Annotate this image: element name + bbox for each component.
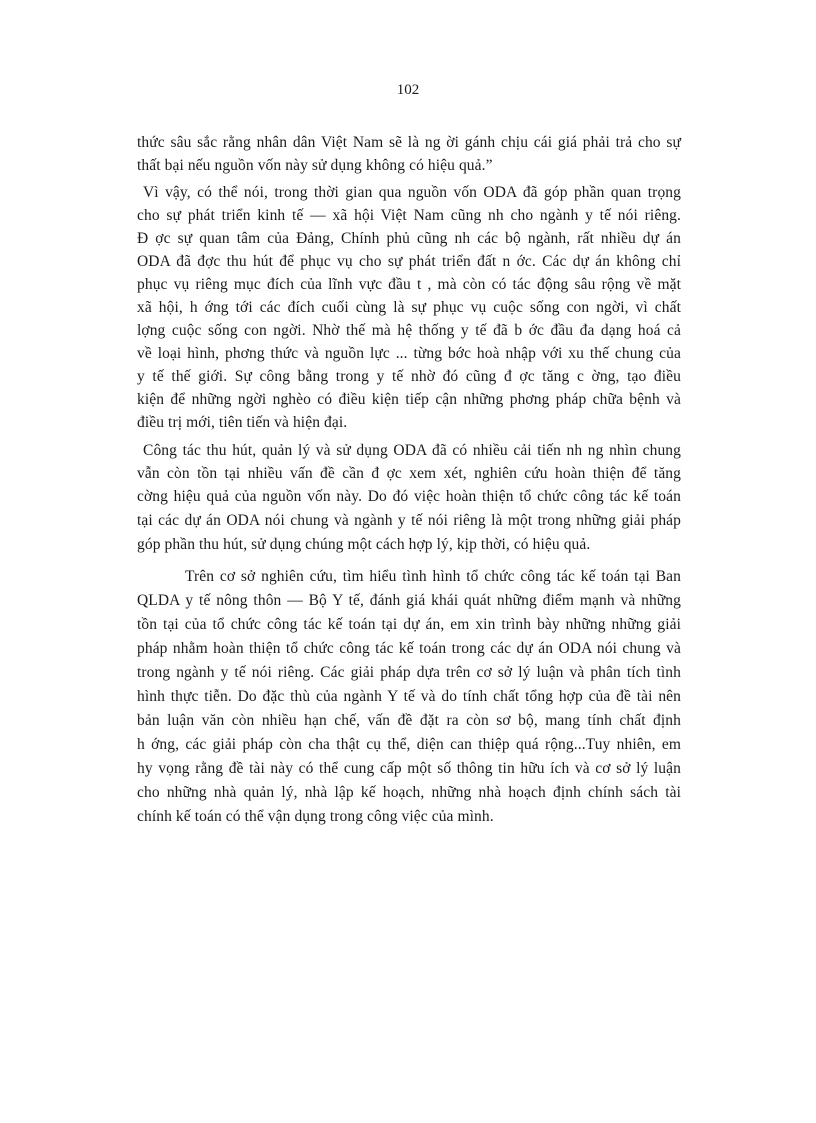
- text-line: góp phần thu hút, sử dụng chúng một cách hợp lý, kịp thời, có hiệu quả.: [137, 536, 591, 553]
- text-line: trong ngành y tế nói riêng. Các giải pháp dựa trên cơ sở lý luận và phân tích tình: [137, 664, 681, 681]
- text-line: phục vụ riêng mục đích của lĩnh vực đầu t , mà còn có tác động sâu rộng về mặt: [137, 276, 681, 293]
- text-line: chính kế toán có thể vận dụng trong công việc của mình.: [137, 808, 494, 825]
- text-line: bản luận văn còn nhiều hạn chế, vấn đề đặt ra còn sơ bộ, mang tính chất định: [137, 712, 681, 729]
- text-line: xã hội, h ớng tới các đích cuối cùng là sự phục vụ cuộc sống con ngời, vì chất: [137, 299, 681, 316]
- text-line: QLDA y tế nông thôn — Bộ Y tế, đánh giá khái quát những điểm mạnh và những: [137, 592, 681, 609]
- page-number: 102: [396, 82, 420, 98]
- text-line: tại các dự án ODA nói chung và ngành y tế nói riêng là một trong những giải pháp: [137, 512, 681, 529]
- text-line: điều trị mới, tiên tiến và hiện đại.: [137, 414, 348, 431]
- text-line: hình thực tiễn. Do đặc thù của ngành Y tế và do tính chất tổng hợp của đề tài nên: [137, 688, 681, 705]
- text-line: cho sự phát triển kinh tế — xã hội Việt Nam cũng nh cho ngành y tế nói riêng.: [137, 207, 681, 224]
- text-line: ODA đã đợc thu hút để phục vụ cho sự phát triển đất n ớc. Các dự án không chỉ: [137, 253, 681, 270]
- text-line: về loại hình, phơng thức và nguồn lực ... từng bớc hoà nhập với xu thế chung của: [137, 345, 681, 362]
- text-line: pháp nhằm hoàn thiện tổ chức công tác kế toán trong các dự án ODA nói chung và: [137, 640, 681, 657]
- text-line: vẫn còn tồn tại nhiều vấn đề cần đ ợc xem xét, nghiên cứu hoàn thiện để tăng: [137, 465, 681, 482]
- text-line: thức sâu sắc rằng nhân dân Việt Nam sẽ là ng ời gánh chịu cái giá phải trả cho sự: [137, 134, 681, 151]
- text-line: h ớng, các giải pháp còn cha thật cụ thể, diện can thiệp quá rộng...Tuy nhiên, em: [137, 736, 681, 753]
- text-line: Công tác thu hút, quản lý và sử dụng ODA đã có nhiều cải tiến nh ng nhìn chung: [143, 442, 681, 459]
- text-line: tồn tại của tổ chức công tác kế toán tại dự án, em xin trình bày những những giải: [137, 616, 681, 633]
- text-line: y tế thế giới. Sự công bằng trong y tế nhờ đó cũng đ ợc tăng c ờng, tạo điều: [137, 368, 681, 385]
- text-line: cờng hiệu quả của nguồn vốn này. Do đó việc hoàn thiện tổ chức công tác kế toán: [137, 488, 681, 505]
- text-line: cho những nhà quản lý, nhà lập kế hoạch, những nhà hoạch định chính sách tài: [137, 784, 681, 801]
- text-line: Vì vậy, có thể nói, trong thời gian qua nguồn vốn ODA đã góp phần quan trọng: [143, 184, 681, 201]
- text-line: hy vọng rằng đề tài này có thể cung cấp một số thông tin hữu ích và cơ sở lý luận: [137, 760, 681, 777]
- text-line: kiện để những ngời nghèo có điều kiện tiếp cận những phơng pháp chữa bệnh và: [137, 391, 681, 408]
- text-line: thất bại nếu nguồn vốn này sử dụng không có hiệu quả.”: [137, 157, 493, 174]
- text-line: Đ ợc sự quan tâm của Đảng, Chính phủ cũng nh các bộ ngành, rất nhiều dự án: [137, 230, 681, 247]
- text-line: lợng cuộc sống con ngời. Nhờ thế mà hệ thống y tế đã b ớc đầu đa dạng hoá cả: [137, 322, 681, 339]
- text-line: Trên cơ sở nghiên cứu, tìm hiểu tình hình tổ chức công tác kế toán tại Ban: [185, 568, 681, 585]
